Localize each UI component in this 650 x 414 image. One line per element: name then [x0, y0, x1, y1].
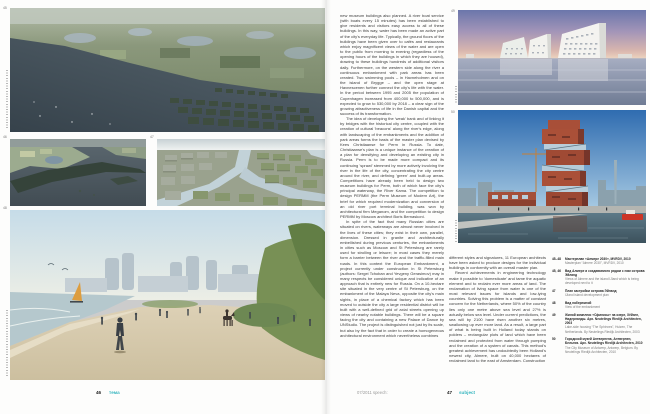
caption-item	[552, 301, 646, 309]
photo-credit-vertical	[455, 86, 457, 104]
article-paragraph: Recent achievements in engineering technology make it possible to 'domesticate' and tame the aquatic element and to reclaim ever more areas of land. The reclamation of living space from water is one of the most relevant issues for islands and low-lying countries. Solving this problem is a matter of constant concern for the Netherlands, where 50% of the country lies only one metre above sea level and 27% is actually below sea level. Under current predictions, the sea will by 2100 have risen another six metres, swallowing up ever more land. As a result, a large part of what is being built in Holland today stands on polders – rectangular plots of land which have been reclaimed and protected from water through pumping and the creation of a system of canals. This method's greatest achievement has undoubtedly been Holland's newest city, Almere, built on 40,000 hectares of reclaimed land to the east of Amsterdam. Construction	[449, 270, 546, 364]
article-paragraph: different styles and signatures, 11 European architects have been asked to produce designs for the individual buildings in conformity with an overall master plan.	[449, 255, 546, 271]
caption-number: 49	[552, 312, 556, 317]
photo-credit-vertical	[455, 220, 457, 242]
caption-number: 48	[552, 301, 556, 306]
article-column-1	[340, 13, 444, 338]
right-page-number: 47	[447, 390, 453, 395]
caption-russian: Вид набережной	[565, 301, 592, 306]
left-page-number: 46	[96, 390, 102, 395]
figure-49-sphinxes-photo	[458, 10, 646, 105]
embankment-beach-image	[10, 210, 325, 380]
figure-48-beach-rendering	[10, 210, 325, 380]
article-paragraph: In spite of the fact that many Russian cities are situated on rivers, waterways are almost never involved in the lives of these cities; they exist in their own, parallel, dimension. Dressed in granite and architecturally embellished during previous centuries, the embankments in cities such as Moscow and St Petersburg are rarely used for strolling or leisure; in most cases they merely form a barrier between the river and the traffic-filled main roads. In this context the European Embankment, a project currently under construction in St Petersburg (authors: Sergei Tchoban and Yevgeny Gerasimov) may in many respects be considered unique and indicative of an approach that is entirely new for Russia. On a 10-hectare site situated in the very centre of St Petersburg, on the embankment of the Malaya Neva, opposite the city's main sights, in place of a chemical factory which has been moved to outside the city a large residential district will be built with a well-defined grid of axial streets opening up views of nearby notable buildings. There will be a square facing the city and containing a new Palace of Dance by UNStudio. The project is distinguished not just by its scale, but also by the fact that in order to create a homogeneous architectural environment which nevertheless combines	[340, 219, 444, 338]
caption-number: 45, 46	[552, 268, 561, 273]
caption-english: View of the embankment	[565, 305, 601, 310]
caption-english: IJland island development plan	[565, 293, 609, 298]
journal-issue-label: 07/2011 speech:	[357, 390, 388, 395]
caption-russian: Вид Алмере и создаваемого рядом с ним острова Эйланд	[565, 268, 645, 278]
photo-credit-vertical	[6, 70, 8, 130]
almere-masterplan-aerial-image	[10, 8, 325, 132]
caption-item	[552, 257, 646, 265]
article-paragraph: The idea of developing the 'weak' bank and of linking it by bridges with the historical city centre, coupled with the creation of cultural 'beacons' along the river's edge, along with landscaping of the embankments and the addition of park areas forms the basis of the master plan devised by Kees Christiaanse for Perm in Russia. To date, Christiaanse's plan is a unique instance of the creation of a plan for densifying and developing an existing city in Russia. Perm is to be made more compact and its continuing 'sprawl' stemmed by more actively involving the river in the life of the city, concentrating the city centre around the river, and defining 'green' and built-up areas. Competitions have already been held to design two museum buildings for Perm, both of which face the city's principal waterway, the River Kama. The competition to design PERMM (the Perm Museum of Modern Art), the brief for which required modernization and conversion of an old river port terminal building, was won by architectural firm Meganom, and the competition to design PERMM by Moscow architect Boris Bernaskoni.	[340, 116, 444, 220]
caption-number: 50	[552, 337, 556, 342]
caption-item	[552, 289, 646, 297]
caption-number: 47	[552, 289, 556, 294]
figure-number-46: 46	[3, 135, 7, 139]
caption-item	[552, 313, 646, 334]
caption-item	[552, 337, 646, 354]
article-column-2	[449, 255, 546, 363]
caption-russian: Мастерплан «Алмере 2030», MVRDV, 2010	[565, 257, 631, 261]
figure-46-aerial-view	[10, 139, 146, 206]
figure-47-development-plan	[157, 139, 325, 206]
sphinxes-huizen-image	[458, 10, 646, 105]
figure-number-45: 45	[3, 6, 7, 10]
figure-45-aerial-rendering	[10, 8, 325, 132]
caption-english: Masterplan “Almere 2030”, MVRDV, 2010	[565, 261, 624, 266]
caption-english: The City Museum of Antwerp, Antwerp, Belgium. By Neutelings Riedijk Architecten, 2010	[565, 345, 638, 354]
photo-credit-vertical	[6, 310, 8, 376]
figure-50-mas-museum-photo	[458, 110, 646, 243]
island-development-plan-image	[157, 139, 325, 206]
figure-number-49: 49	[451, 9, 455, 13]
caption-item	[552, 269, 646, 286]
article-paragraph: new museum buildings also planned. A river boat service (with boats every 15 minutes) has been established to give residents and visitors easy access to all of these buildings. In this way, water has been made an active part of the city's everyday life. Typically, the ground floors of the buildings have been given over to cafés and restaurants which enjoy magnificent views of the water and are open to the public from morning to evening (regardless of the opening hours of the buildings in which they are housed), drawing to these buildings hundreds of additional visitors daily. Furthermore, on the western side along the river a continuous embankment with park areas has been created. Two swimming pools – in Havneholmen and on the island of Brygge – and the open stage at Havnescenen further connect the city's life with the water. In the period between 1995 and 2005 the population of Copenhagen increased from 400,000 to 500,000, and is expected to grow to 530,000 by 2018 – a clear sign of the growing attractiveness of life in the Danish capital and the success of its transformation.	[340, 13, 445, 116]
caption-english: Views of Almere and the island IJland which is being developed next to it	[565, 277, 639, 286]
figure-number-50: 50	[451, 110, 455, 114]
caption-number: 45–48	[552, 257, 561, 261]
page-gutter	[321, 0, 331, 414]
caption-english: Lake-side housing “The Sphinxes”, Huizen, The Netherlands. By Neutelings Riedijk Architecten, 2003	[565, 325, 640, 334]
caption-russian: Городской музей Антверпена, Антверпен, Бельгия. Арх. Neutelings Riedijk Architecten, 2010	[565, 337, 643, 346]
right-section-label: subject	[459, 390, 476, 395]
figure-number-48: 48	[3, 206, 7, 210]
left-section-label: тема	[109, 390, 120, 395]
caption-russian: Жилой комплекс «Сфинксы» на озере, Хёйзен, Нидерланды. Арх. Neutelings Riedijk Architecten, 2003	[565, 312, 642, 326]
antwerp-city-museum-image	[458, 110, 646, 243]
caption-russian: План застройки острова Эйланд	[565, 289, 617, 294]
caption-list	[552, 257, 646, 358]
almere-island-view-image	[10, 139, 146, 206]
figure-number-47: 47	[150, 135, 154, 139]
